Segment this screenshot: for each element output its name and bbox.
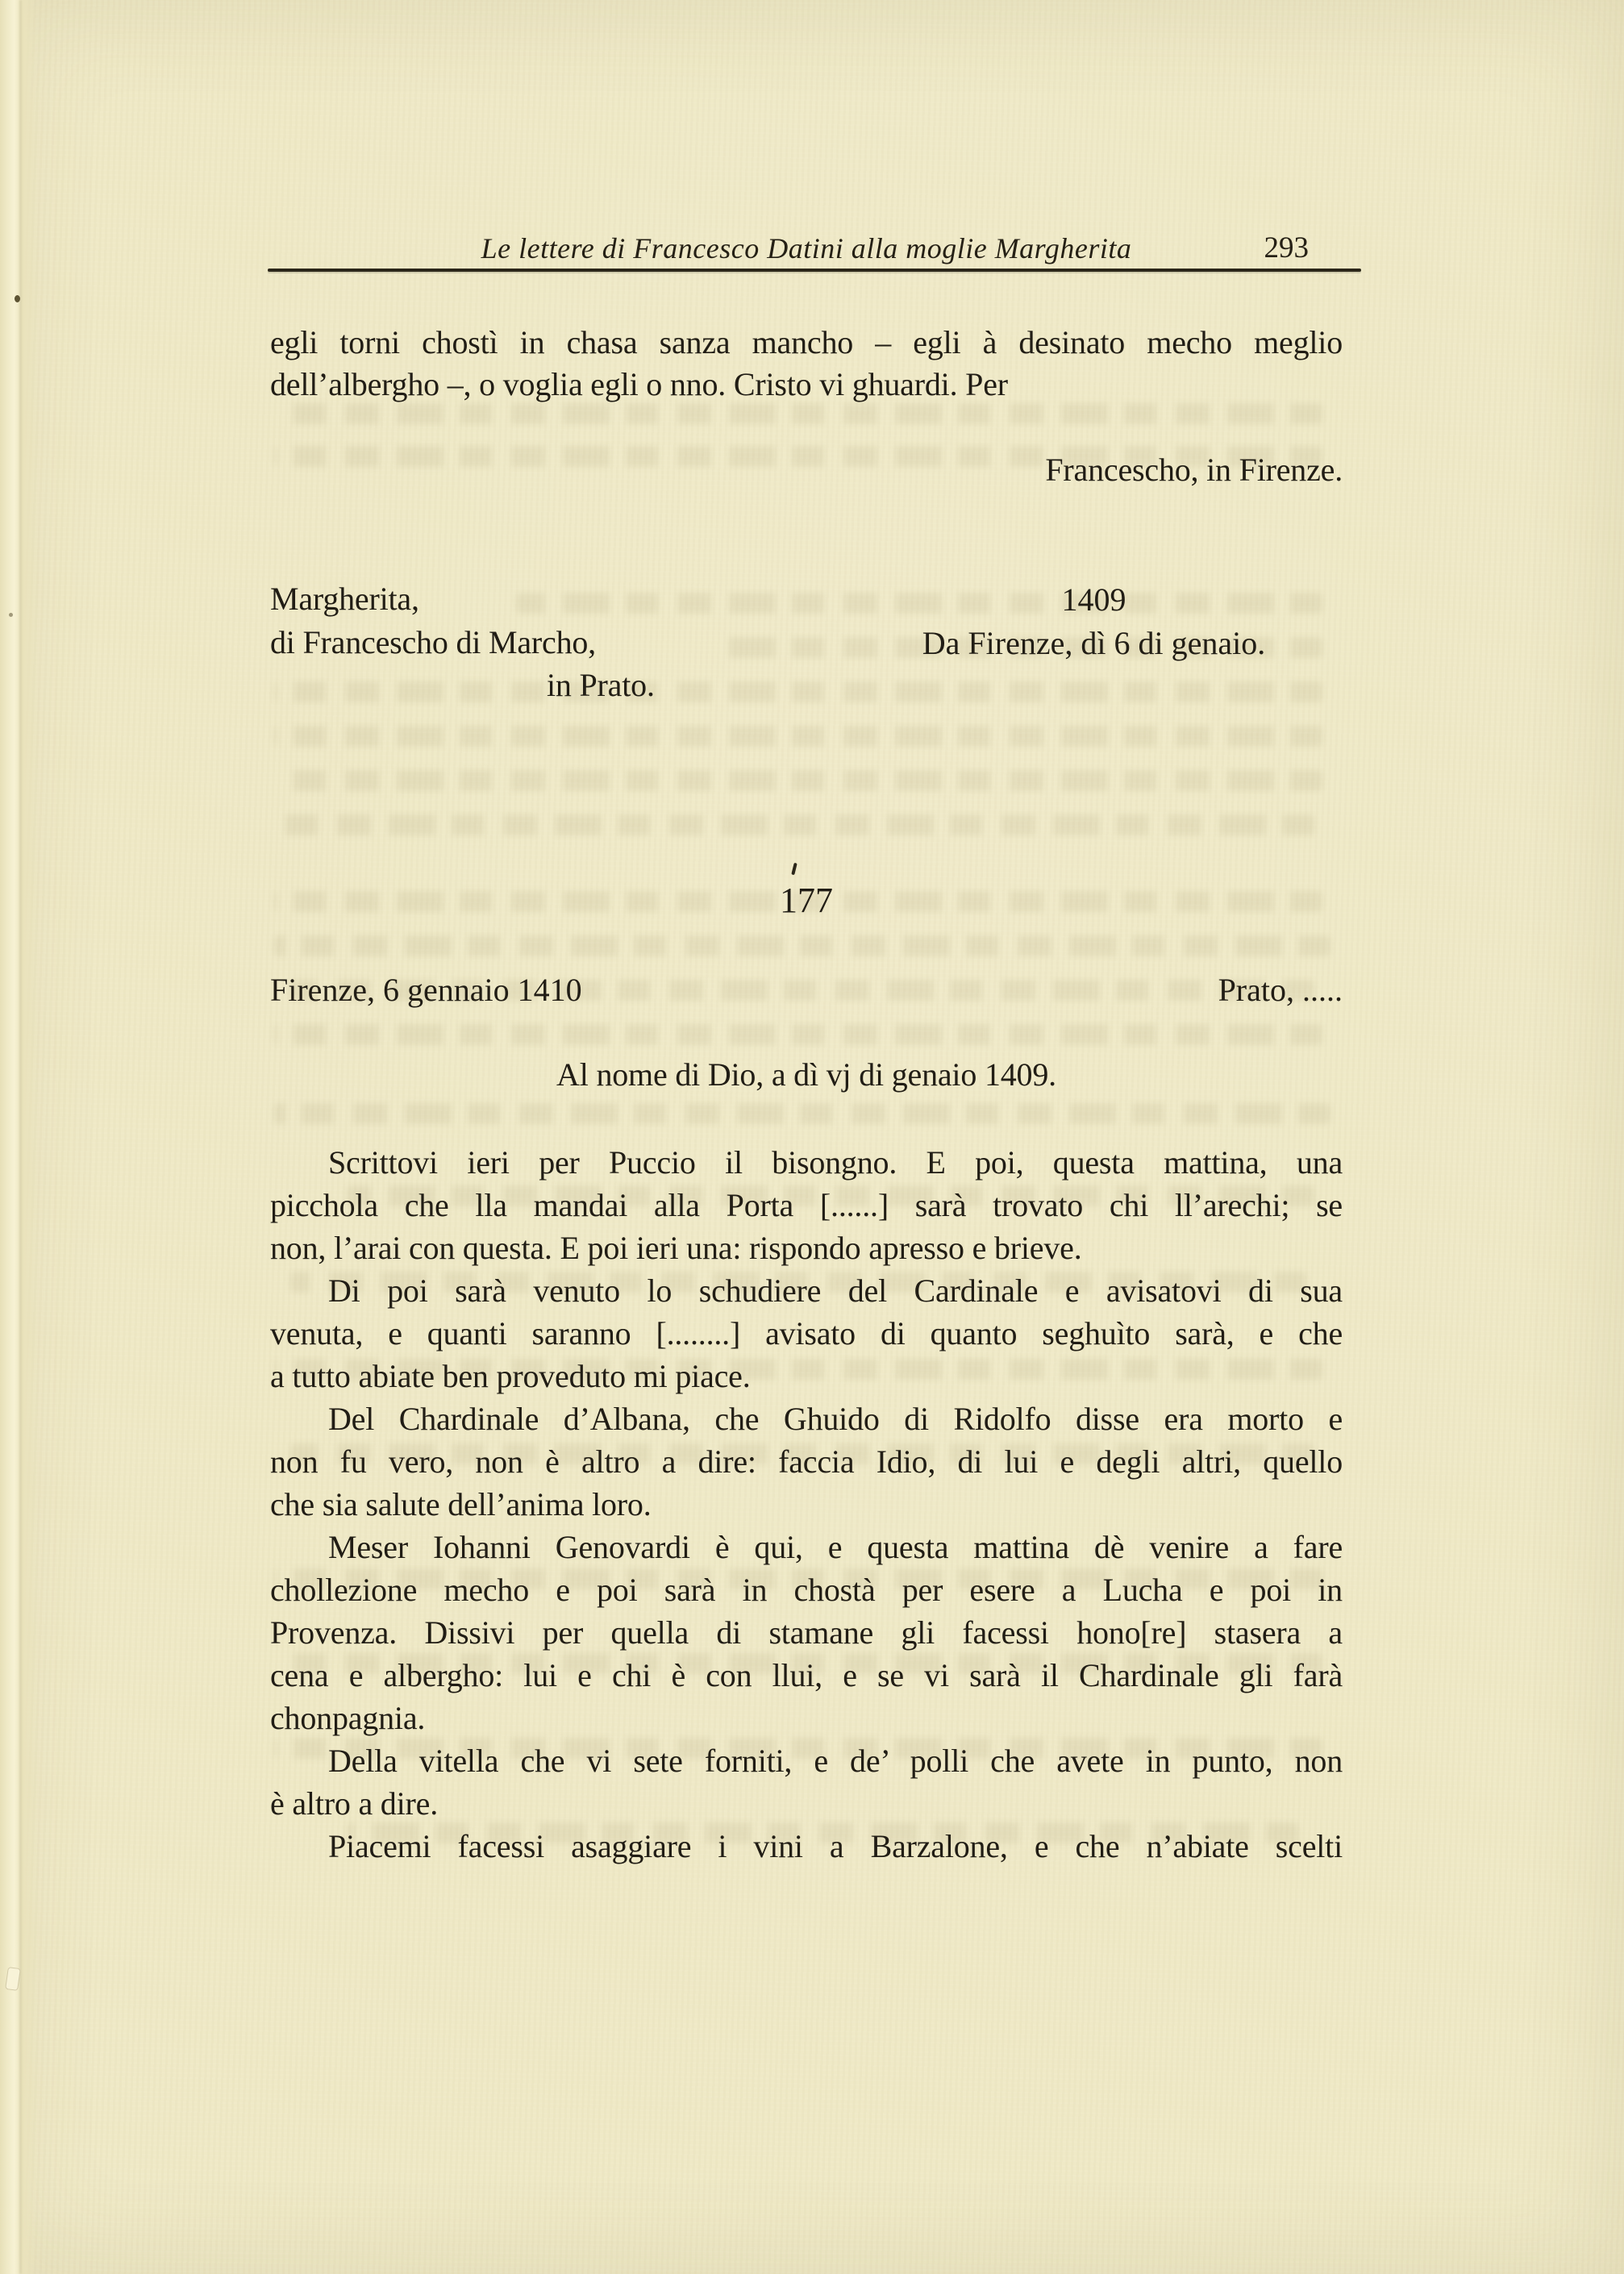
letter-line: picchola che lla mandai alla Porta [......] sarà trovato chi ll’arechi; se	[270, 1187, 1343, 1223]
letter-line: non fu vero, non è altro a dire: faccia Idio, di lui e degli altri, quello	[270, 1443, 1343, 1480]
letter-line: chonpagnia.	[270, 1700, 426, 1736]
letter-line: che sia salute dell’anima loro.	[270, 1486, 652, 1522]
letter-line: a tutto abiate ben proveduto mi piace.	[270, 1358, 751, 1394]
page-left-edge-shadow	[19, 0, 22, 2274]
letter-salutation: Al nome di Dio, a dì vj di genaio 1409.	[556, 1056, 1056, 1093]
dateline-right: Prato, .....	[1218, 972, 1343, 1008]
address-place-date: Da Firenze, dì 6 di genaio.	[922, 625, 1266, 661]
text-column	[270, 0, 1343, 2274]
ink-speck	[15, 295, 20, 302]
dateline-left: Firenze, 6 gennaio 1410	[270, 972, 582, 1008]
letter-dateline	[270, 969, 1343, 1011]
letter-line: dell’albergho –, o voglia egli o nno. Cristo vi ghuardi. Per	[270, 366, 1008, 402]
letter-line: chollezione mecho e poi sarà in chostà per esere a Lucha e poi in	[270, 1572, 1343, 1608]
ink-speck	[9, 613, 13, 617]
letter-line: Piacemi facessi asaggiare i vini a Barzalone, e che n’abiate scelti	[328, 1828, 1343, 1864]
letter-line: Di poi sarà venuto lo schudiere del Cardinale e avisatovi di sua	[328, 1272, 1343, 1309]
page-number: 293	[1264, 231, 1309, 264]
running-head-title: Le lettere di Francesco Datini alla moglie Margherita	[481, 232, 1132, 264]
letter-line: egli torni chostì in chasa sanza mancho – egli à desinato mecho meglio	[270, 324, 1343, 360]
address-year: 1409	[1061, 581, 1126, 618]
letter-signature: Francescho, in Firenze.	[1045, 452, 1343, 488]
letter-line: è altro a dire.	[270, 1785, 438, 1822]
letter-line: Scrittovi ieri per Puccio il bisongno. E poi, questa mattina, una	[328, 1144, 1343, 1181]
page-left-edge-crease	[0, 0, 37, 2274]
address-recipient-line: in Prato.	[547, 667, 655, 703]
letter-line: Provenza. Dissivi per quella di stamane gli facessi hono[re] stasera a	[270, 1614, 1343, 1651]
address-recipient-line: Margherita,	[270, 581, 419, 617]
letter-line: non, l’arai con questa. E poi ieri una: rispondo apresso e brieve.	[270, 1230, 1082, 1266]
letter-line: venuta, e quanti saranno [........] avisato di quanto seghuìto sarà, e che	[270, 1315, 1343, 1351]
letter-line: Meser Iohanni Genovardi è qui, e questa mattina dè venire a fare	[328, 1529, 1343, 1565]
letter-line: Della vitella che vi sete forniti, e de’ polli che avete in punto, non	[328, 1743, 1343, 1779]
address-origin-block	[874, 578, 1314, 665]
address-recipient-line: di Francescho di Marcho,	[270, 624, 596, 660]
letter-number: 177	[780, 881, 833, 920]
letter-line: cena e albergho: lui e chi è con llui, e se vi sarà il Chardinale gli farà	[270, 1657, 1343, 1693]
letter-line: Del Chardinale d’Albana, che Ghuido di Ridolfo disse era morto e	[328, 1401, 1343, 1437]
